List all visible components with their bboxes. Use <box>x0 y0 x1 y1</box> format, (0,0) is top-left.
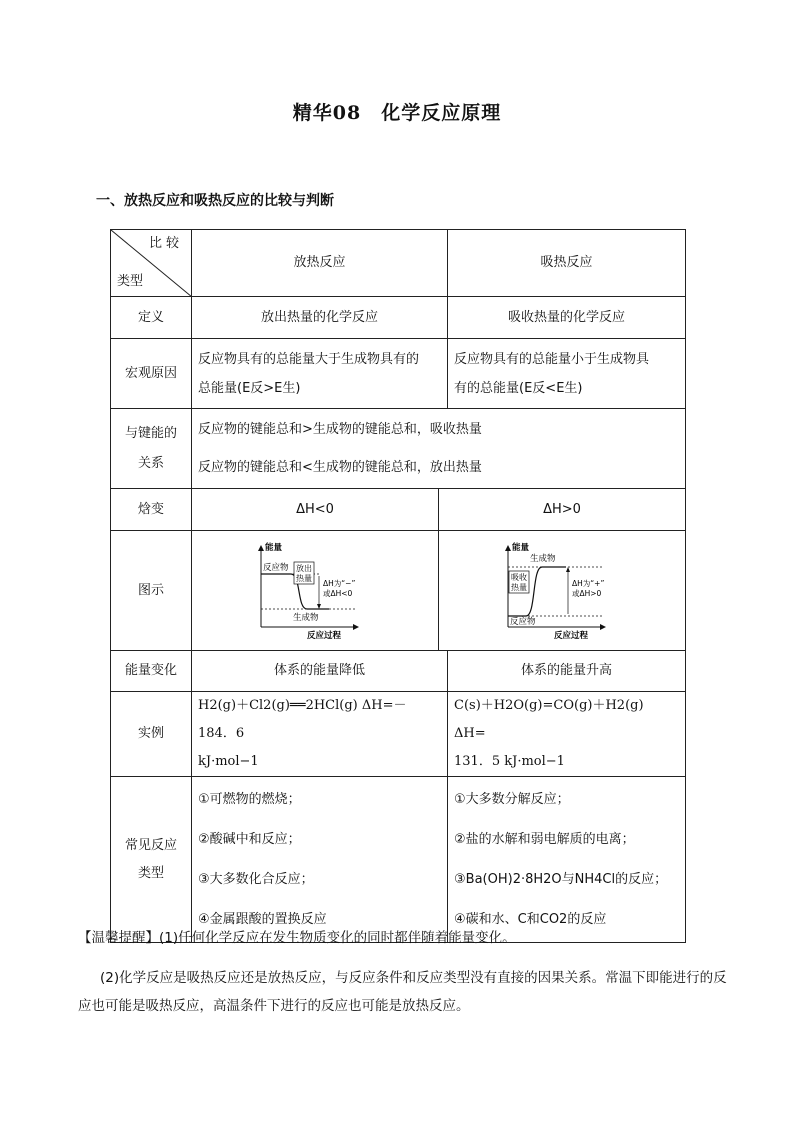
header-compare-label: 比较 <box>148 236 183 251</box>
definition-endo: 吸收热量的化学反应 <box>448 297 686 339</box>
macro-endo-line1: 反应物具有的总能量小于生成物具 <box>454 351 650 367</box>
table-row <box>111 651 686 692</box>
example-exo <box>192 692 448 777</box>
definition-exo: 放出热量的化学反应 <box>192 297 448 339</box>
types-endo-item: ③Ba(OH)2·8H2O与NH4Cl的反应； <box>454 871 668 887</box>
table-row <box>111 489 686 531</box>
table-row <box>111 531 686 651</box>
exo-product-label: 生成物 <box>293 612 319 623</box>
bond-content <box>192 409 686 489</box>
types-exo-item: ②酸碱中和反应； <box>198 831 301 847</box>
macro-exo-line1: 反应物具有的总能量大于生成物具有的 <box>198 351 420 367</box>
row-label-energy-change: 能量变化 <box>111 651 192 692</box>
endo-heat-label2: 热量 <box>511 582 527 592</box>
bond-label-line1: 与键能的 <box>124 425 177 441</box>
types-exo-item: ④金属跟酸的置换反应 <box>198 911 327 927</box>
header-endothermic: 吸热反应 <box>448 230 686 297</box>
exo-reactant-label: 反应物 <box>263 562 289 573</box>
exo-dh-label1: ΔH为“−” <box>323 578 356 588</box>
types-endo-item: ④碳和水、C和CO2的反应 <box>454 911 607 927</box>
table-row <box>111 297 686 339</box>
types-exo-item: ①可燃物的燃烧； <box>198 791 301 807</box>
row-label-types <box>111 777 192 943</box>
enthalpy-exo: ΔH<0 <box>192 489 439 531</box>
row-label-macro: 宏观原因 <box>111 339 192 409</box>
explanation-paragraph: (2)化学反应是吸热反应还是放热反应，与反应条件和反应类型没有直接的因果关系。常温下即能进行的反应也可能是吸热反应，高温条件下进行的反应也可能是放热反应。 <box>78 970 727 1014</box>
endo-reactant-label: 反应物 <box>510 616 536 627</box>
exo-dh-label2: 或ΔH<0 <box>323 588 353 598</box>
energy-change-exo: 体系的能量降低 <box>192 651 448 692</box>
diagonal-header-cell <box>111 230 192 297</box>
exo-heat-label1: 放出 <box>296 563 312 573</box>
example-exo-line2: kJ·mol−1 <box>198 754 259 769</box>
bond-label-line2: 关系 <box>137 455 164 471</box>
example-endo-line2: 131．5 kJ·mol−1 <box>454 754 565 769</box>
types-exo <box>192 777 448 943</box>
page-title: 精华08 化学反应原理 <box>292 102 502 124</box>
types-label-line1: 常见反应 <box>124 837 177 853</box>
table-row <box>111 692 686 777</box>
macro-exo-line2: 总能量(E反>E生) <box>198 380 301 396</box>
figure-endo-cell <box>439 531 686 651</box>
bond-line1: 反应物的键能总和>生成物的键能总和，吸收热量 <box>198 421 482 437</box>
enthalpy-endo: ΔH>0 <box>439 489 686 531</box>
types-exo-item: ③大多数化合反应； <box>198 871 314 887</box>
exo-ylabel: 能量 <box>265 542 283 553</box>
macro-exo <box>192 339 448 409</box>
types-label-line2: 类型 <box>137 865 164 881</box>
header-exothermic: 放热反应 <box>192 230 448 297</box>
macro-endo-line2: 有的总能量(E反<E生) <box>454 380 583 396</box>
table-row <box>111 409 686 489</box>
types-endo-item: ②盐的水解和弱电解质的电离； <box>454 831 635 847</box>
header-type-label: 类型 <box>117 274 144 289</box>
energy-change-endo: 体系的能量升高 <box>448 651 686 692</box>
row-label-bond <box>111 409 192 489</box>
table-row <box>111 777 686 943</box>
reminder-note: 【温馨提醒】(1)任何化学反应在发生物质变化的同时都伴随着能量变化。 <box>78 930 516 946</box>
endo-product-label: 生成物 <box>530 553 556 564</box>
endo-xlabel: 反应过程 <box>554 630 589 641</box>
comparison-table <box>110 229 686 943</box>
endo-dh-label1: ΔH为“+” <box>572 578 605 588</box>
example-exo-line1: H2(g)＋Cl2(g)══2HCl(g) ΔH=－184．6 <box>198 698 407 741</box>
section-heading: 一、放热反应和吸热反应的比较与判断 <box>96 193 334 209</box>
row-label-definition: 定义 <box>111 297 192 339</box>
endo-ylabel: 能量 <box>512 542 530 553</box>
macro-endo <box>448 339 686 409</box>
example-endo-line1: C(s)＋H2O(g)=CO(g)＋H2(g) ΔH= <box>454 698 644 741</box>
bond-line2: 反应物的键能总和<生成物的键能总和，放出热量 <box>198 459 482 475</box>
example-endo <box>448 692 686 777</box>
exothermic-energy-diagram <box>245 541 385 641</box>
table-header-row <box>111 230 686 297</box>
endothermic-energy-diagram <box>492 541 632 641</box>
figure-exo-cell <box>192 531 439 651</box>
exo-xlabel: 反应过程 <box>307 630 342 641</box>
row-label-enthalpy: 焓变 <box>111 489 192 531</box>
row-label-figure: 图示 <box>111 531 192 651</box>
endo-dh-label2: 或ΔH>0 <box>572 588 602 598</box>
exo-heat-label2: 热量 <box>296 573 312 583</box>
endo-heat-label1: 吸收 <box>511 572 527 582</box>
types-endo <box>448 777 686 943</box>
row-label-example: 实例 <box>111 692 192 777</box>
table-row <box>111 339 686 409</box>
types-endo-item: ①大多数分解反应； <box>454 791 570 807</box>
